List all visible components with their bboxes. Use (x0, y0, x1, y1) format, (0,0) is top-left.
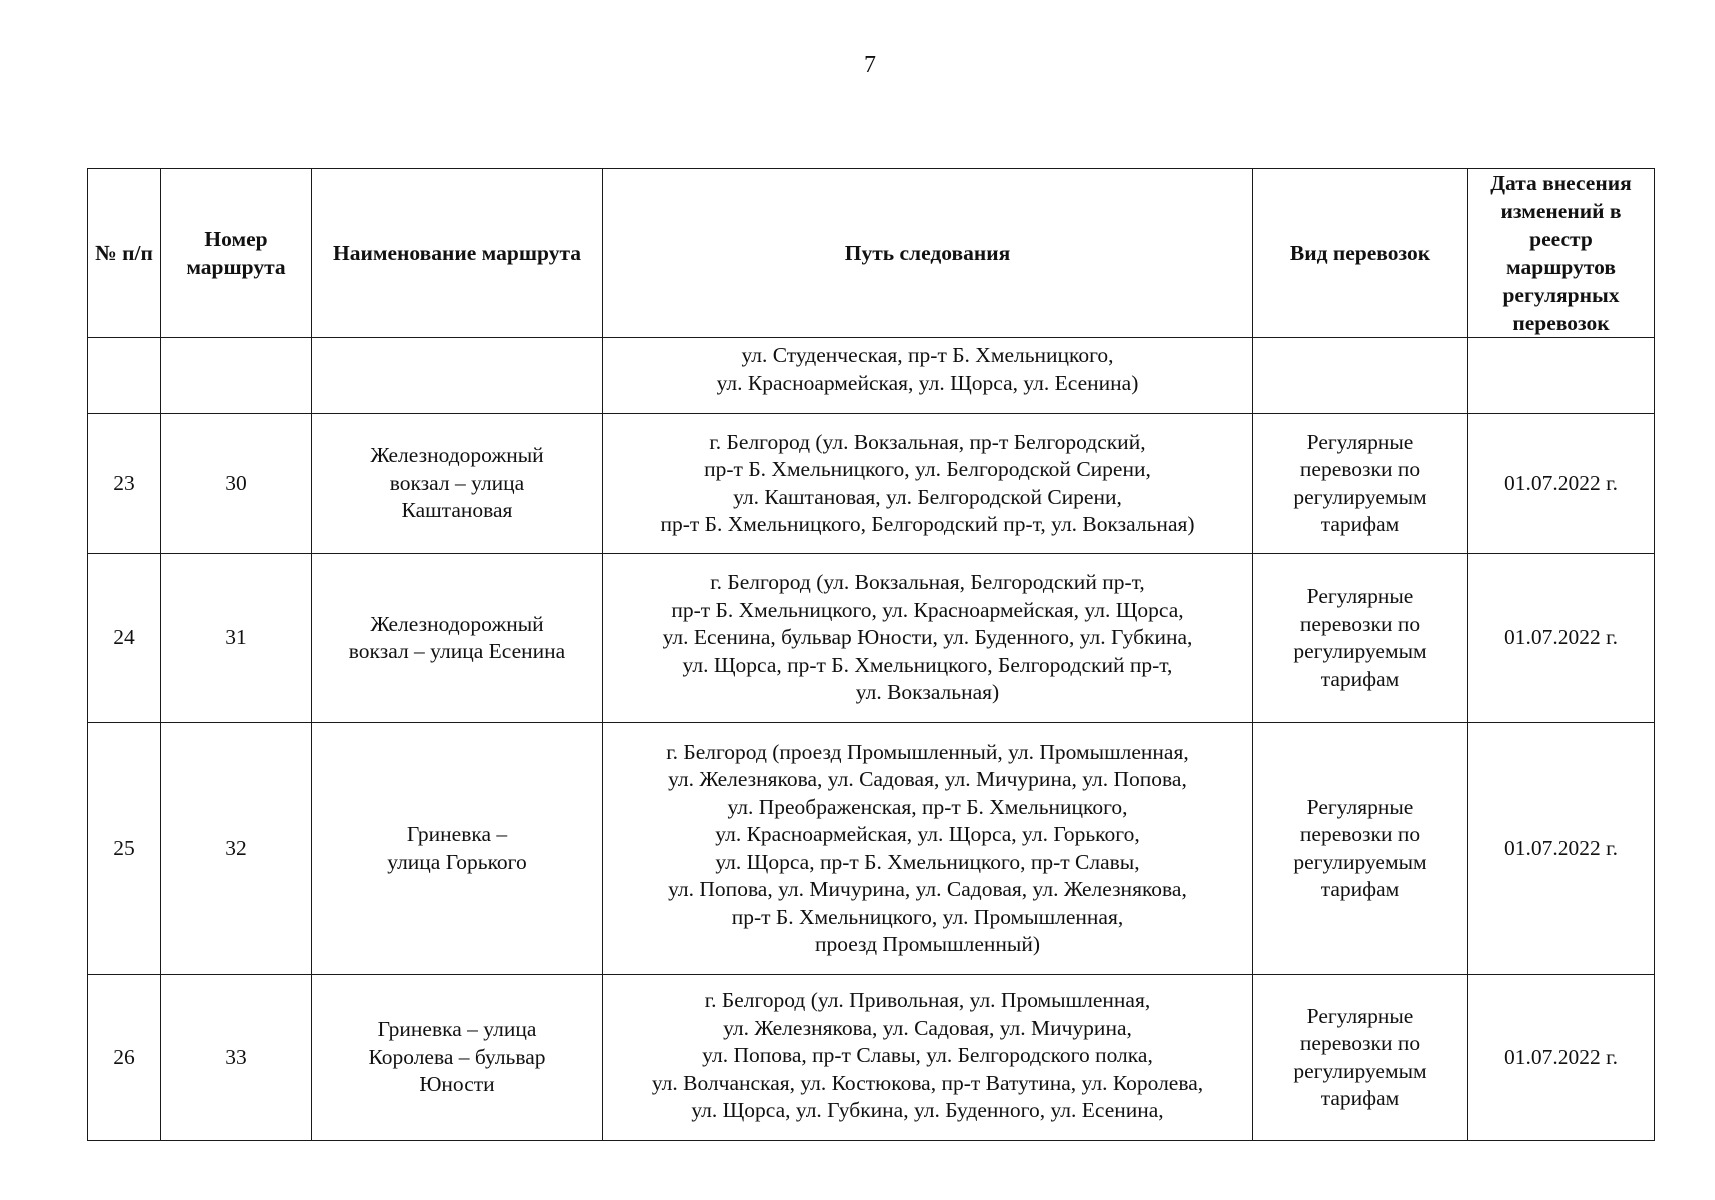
route-name-line: вокзал – улица Есенина (348, 639, 566, 663)
cell-route-name (312, 975, 603, 1141)
cell-route-name (312, 723, 603, 975)
transport-type-line: регулируемым (1293, 484, 1427, 509)
table-row (88, 975, 1655, 1141)
transport-type-line: Регулярные (1306, 1003, 1414, 1028)
transport-type-line: Регулярные (1306, 794, 1414, 819)
cell-route-path (603, 414, 1253, 554)
cell-route-path (603, 975, 1253, 1141)
route-path-line: пр-т Б. Хмельницкого, ул. Красноармейская, ул. Щорса, (671, 597, 1184, 622)
cell-transport-type (1253, 975, 1468, 1141)
cell-num (88, 338, 161, 414)
route-name-line: Королева – бульвар (368, 1044, 546, 1069)
route-path-line: ул. Красноармейская, ул. Щорса, ул. Есенина) (716, 370, 1139, 395)
transport-type-line: тарифам (1320, 877, 1400, 901)
cell-transport-type (1253, 338, 1468, 414)
transport-type-line: Регулярные (1306, 429, 1414, 454)
route-path-line: ул. Есенина, бульвар Юности, ул. Буденного, ул. Губкина, (662, 625, 1193, 650)
route-path-line: г. Белгород (проезд Промышленный, ул. Промышленная, (666, 739, 1189, 764)
route-path-line: ул. Красноармейская, ул. Щорса, ул. Горького, (715, 822, 1140, 846)
route-path-line: пр-т Б. Хмельницкого, ул. Белгородской Сирени, (704, 457, 1151, 481)
route-path-line: ул. Железнякова, ул. Садовая, ул. Мичурина, ул. Попова, (668, 767, 1187, 791)
cell-route-path (603, 723, 1253, 975)
transport-type-line: перевозки по (1299, 1031, 1421, 1055)
cell-num: 23 (88, 414, 161, 554)
cell-route-number: 30 (161, 414, 312, 554)
header-registry-date: Дата внесения изменений в реестр маршрутов регулярных перевозок (1468, 169, 1655, 338)
transport-type-line: тарифам (1320, 1086, 1400, 1110)
route-path-line: г. Белгород (ул. Вокзальная, Белгородский пр-т, (710, 570, 1145, 595)
transport-type-line: регулируемым (1293, 1058, 1427, 1083)
table-row-continuation (88, 338, 1655, 414)
transport-type-line: регулируемым (1293, 849, 1427, 874)
cell-registry-date (1468, 338, 1655, 414)
cell-num: 24 (88, 554, 161, 723)
route-path-line: г. Белгород (ул. Привольная, ул. Промышленная, (704, 988, 1151, 1012)
route-path-line: г. Белгород (ул. Вокзальная, пр-т Белгородский, (709, 429, 1146, 454)
header-route-path: Путь следования (603, 169, 1253, 338)
route-name-line: улица Горького (387, 849, 527, 874)
route-path-line: проезд Промышленный) (814, 932, 1041, 956)
route-name-line: Каштановая (401, 498, 513, 523)
table-row (88, 554, 1655, 723)
transport-type-line: перевозки по (1299, 457, 1421, 481)
transport-type-line: тарифам (1320, 512, 1400, 536)
cell-num: 25 (88, 723, 161, 975)
cell-route-number: 31 (161, 554, 312, 723)
cell-registry-date: 01.07.2022 г. (1468, 723, 1655, 975)
table-header-row (88, 169, 1655, 338)
cell-registry-date: 01.07.2022 г. (1468, 414, 1655, 554)
route-name-line: Гриневка – (406, 822, 508, 846)
cell-transport-type (1253, 414, 1468, 554)
route-path-line: ул. Щорса, пр-т Б. Хмельницкого, Белгородский пр-т, (682, 652, 1173, 677)
cell-route-name (312, 338, 603, 414)
route-name-line: вокзал – улица (389, 470, 525, 495)
cell-num: 26 (88, 975, 161, 1141)
header-num: № п/п (88, 169, 161, 338)
route-path-line: ул. Щорса, ул. Губкина, ул. Буденного, ул. Есенина, (691, 1098, 1164, 1122)
route-path-line: ул. Волчанская, ул. Костюкова, пр-т Ватутина, ул. Королева, (651, 1070, 1204, 1095)
route-name-line: Гриневка – улица (377, 1017, 537, 1042)
transport-type-line: тарифам (1320, 666, 1400, 691)
route-path-line: ул. Попова, ул. Мичурина, ул. Садовая, ул. Железнякова, (668, 877, 1187, 901)
cell-route-number: 32 (161, 723, 312, 975)
route-registry-table (87, 168, 1655, 1141)
cell-registry-date: 01.07.2022 г. (1468, 554, 1655, 723)
route-path-line: ул. Щорса, пр-т Б. Хмельницкого, пр-т Славы, (715, 849, 1140, 874)
route-name-line: Юности (419, 1072, 495, 1097)
cell-registry-date: 01.07.2022 г. (1468, 975, 1655, 1141)
route-path-line: пр-т Б. Хмельницкого, ул. Промышленная, (731, 904, 1124, 929)
table-row (88, 723, 1655, 975)
header-route-name: Наименование маршрута (312, 169, 603, 338)
transport-type-line: Регулярные (1306, 584, 1414, 608)
cell-route-name (312, 414, 603, 554)
route-name-line: Железнодорожный (370, 611, 544, 636)
header-transport-type: Вид перевозок (1253, 169, 1468, 338)
cell-route-name (312, 554, 603, 723)
route-path-line: ул. Железнякова, ул. Садовая, ул. Мичурина, (723, 1015, 1132, 1040)
cell-route-number (161, 338, 312, 414)
cell-route-number: 33 (161, 975, 312, 1141)
route-name-line: Железнодорожный (370, 443, 544, 468)
transport-type-line: перевозки по (1299, 822, 1421, 846)
route-path-line: пр-т Б. Хмельницкого, Белгородский пр-т, ул. Вокзальная) (660, 512, 1195, 536)
route-path-line: ул. Вокзальная) (855, 680, 1000, 705)
page-number: 7 (864, 52, 876, 78)
transport-type-line: перевозки по (1299, 611, 1421, 636)
table-row (88, 414, 1655, 554)
cell-route-path (603, 338, 1253, 414)
cell-route-path (603, 554, 1253, 723)
route-path-line: ул. Преображенская, пр-т Б. Хмельницкого, (727, 794, 1128, 819)
cell-transport-type (1253, 554, 1468, 723)
transport-type-line: регулируемым (1293, 639, 1427, 663)
cell-transport-type (1253, 723, 1468, 975)
route-path-line: ул. Попова, пр-т Славы, ул. Белгородского полка, (702, 1043, 1153, 1067)
route-path-line: ул. Каштановая, ул. Белгородской Сирени, (733, 484, 1122, 509)
route-path-line: ул. Студенческая, пр-т Б. Хмельницкого, (741, 343, 1114, 367)
header-route-number: Номер маршрута (161, 169, 312, 338)
